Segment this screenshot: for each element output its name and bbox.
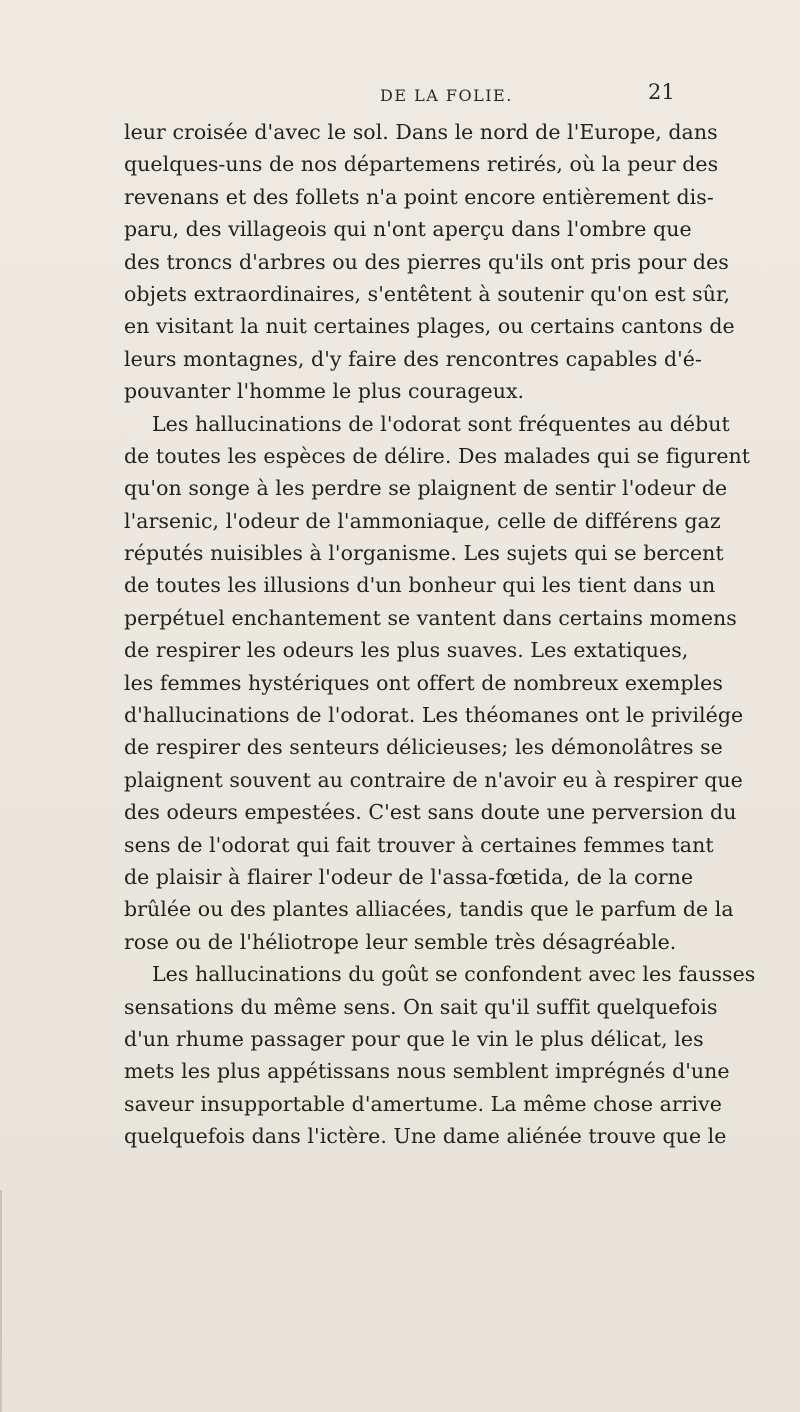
text-line: perpétuel enchantement se vantent dans certains momens [124, 605, 737, 630]
text-line: quelquefois dans l'ictère. Une dame aliénée trouve que le [124, 1124, 727, 1149]
text-line: de toutes les illusions d'un bonheur qui les tient dans un [124, 573, 716, 598]
text-line: revenans et des follets n'a point encore entièrement dis- [124, 184, 714, 209]
text-line: leurs montagnes, d'y faire des rencontres capables d'é- [124, 346, 702, 371]
text-line: en visitant la nuit certaines plages, ou certains cantons de [124, 314, 735, 339]
text-line: de toutes les espèces de délire. Des malades qui se figurent [124, 443, 751, 468]
text-line: qu'on songe à les perdre se plaignent de sentir l'odeur de [124, 476, 728, 501]
text-line: les femmes hystériques ont offert de nombreux exemples [124, 670, 723, 695]
text-line: l'arsenic, l'odeur de l'ammoniaque, celle de différens gaz [124, 508, 721, 533]
text-line: réputés nuisibles à l'organisme. Les sujets qui se bercent [124, 541, 724, 566]
text-line: quelques-uns de nos départemens retirés, où la peur des [124, 152, 719, 177]
text-line: objets extraordinaires, s'entêtent à soutenir qu'on est sûr, [124, 281, 731, 306]
page-header [0, 80, 800, 110]
text-line: saveur insupportable d'amertume. La même chose arrive [124, 1091, 722, 1116]
text-line: d'un rhume passager pour que le vin le plus délicat, les [124, 1026, 704, 1051]
text-line: paru, des villageois qui n'ont aperçu dans l'ombre que [124, 217, 692, 242]
text-line: d'hallucinations de l'odorat. Les théomanes ont le privilége [124, 703, 744, 728]
paragraph-start-line: Les hallucinations du goût se confondent avec les fausses [152, 962, 756, 987]
text-line: leur croisée d'avec le sol. Dans le nord de l'Europe, dans [124, 120, 718, 144]
text-line: sens de l'odorat qui fait trouver à certaines femmes tant [124, 832, 714, 857]
page-edge-shadow [0, 1190, 2, 1412]
paragraph-start-line: Les hallucinations de l'odorat sont fréquentes au début [152, 411, 730, 436]
running-title: DE LA FOLIE. [380, 86, 513, 105]
text-line: des troncs d'arbres ou des pierres qu'ils ont pris pour des [124, 249, 729, 274]
text-line: brûlée ou des plantes alliacées, tandis que le parfum de la [124, 897, 734, 922]
text-line: de plaisir à flairer l'odeur de l'assa-fœtida, de la corne [124, 864, 694, 889]
body-text [124, 116, 800, 1153]
text-line: pouvanter l'homme le plus courageux. [124, 379, 525, 404]
text-line: sensations du même sens. On sait qu'il suffit quelquefois [124, 994, 718, 1019]
text-line: de respirer des senteurs délicieuses; les démonolâtres se [124, 735, 723, 760]
text-line: mets les plus appétissans nous semblent imprégnés d'une [124, 1059, 730, 1084]
text-line: plaignent souvent au contraire de n'avoir eu à respirer que [124, 767, 743, 792]
text-line: des odeurs empestées. C'est sans doute une perversion du [124, 800, 737, 825]
page-number: 21 [648, 80, 675, 104]
text-line: rose ou de l'héliotrope leur semble très désagréable. [124, 929, 677, 954]
text-line: de respirer les odeurs les plus suaves. Les extatiques, [124, 638, 689, 663]
